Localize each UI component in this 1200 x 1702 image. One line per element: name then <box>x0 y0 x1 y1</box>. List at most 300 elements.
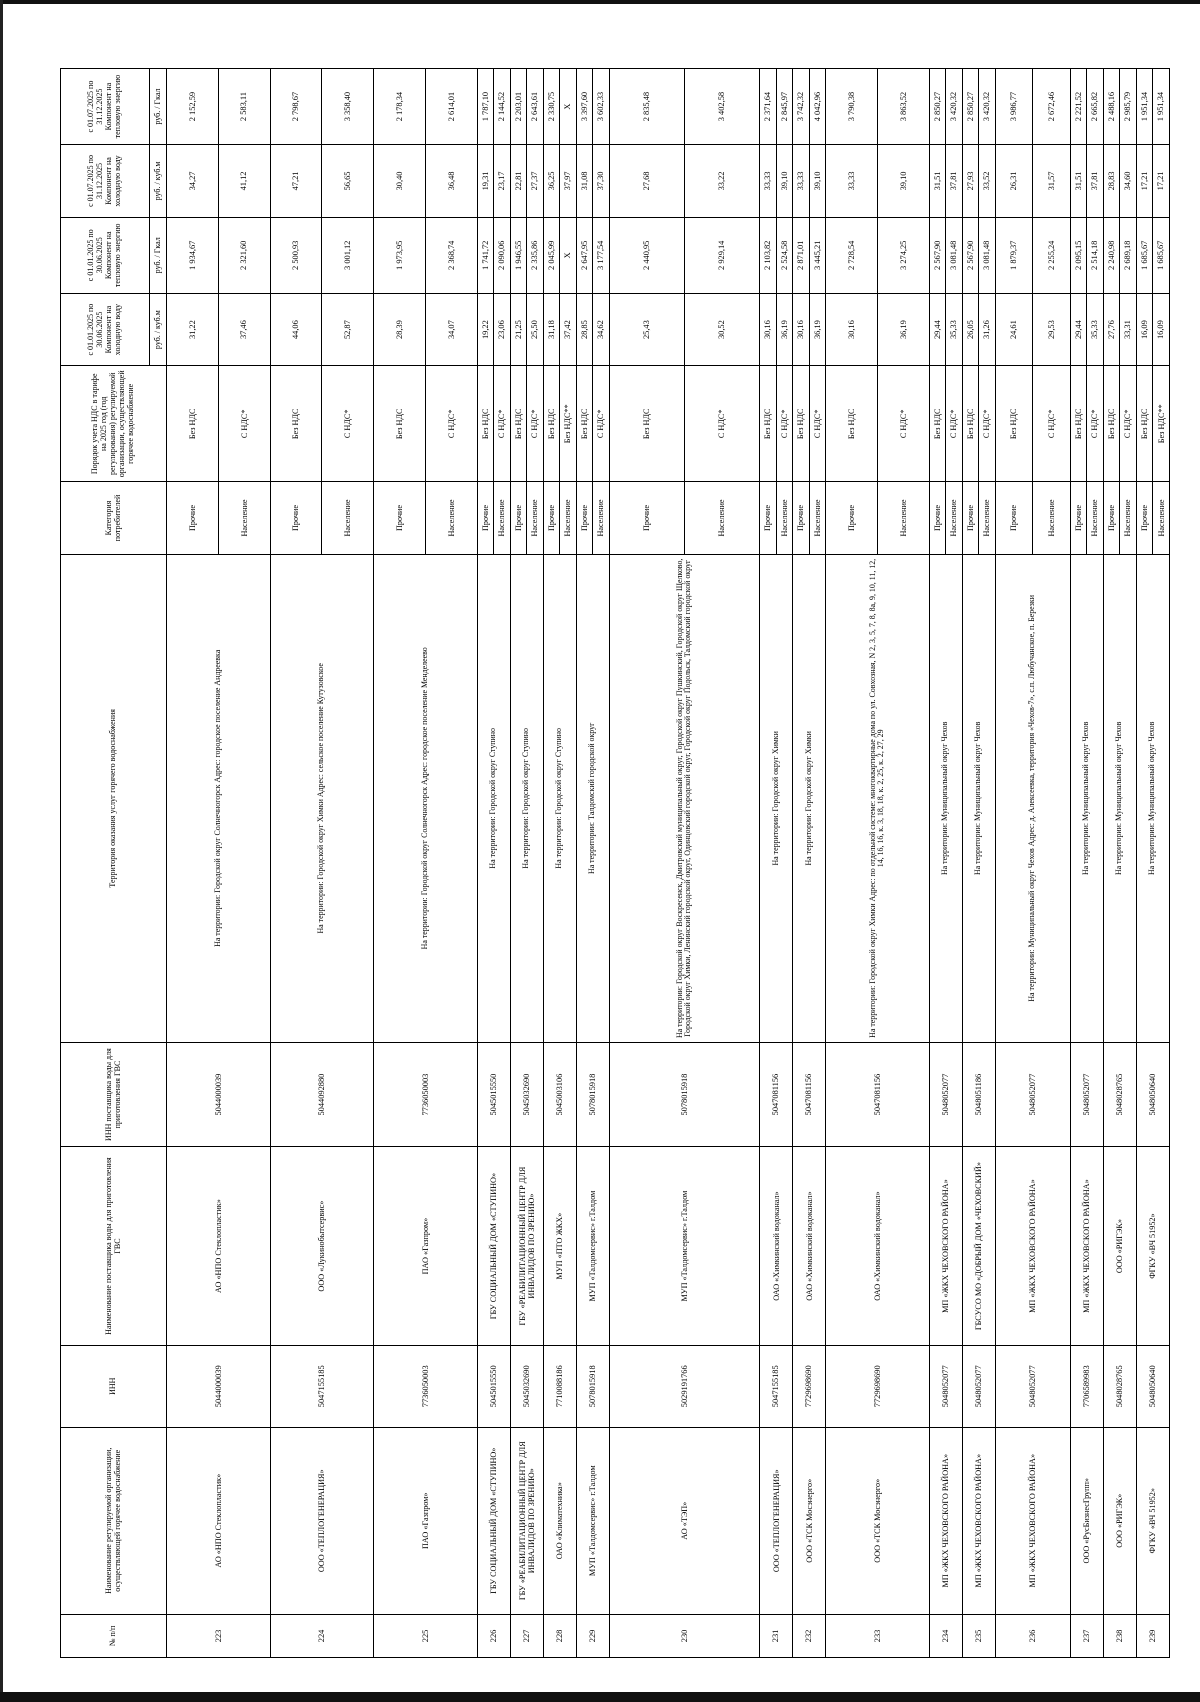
consumer-category: Население <box>684 482 759 555</box>
org-inn: 7729698690 <box>793 1345 826 1427</box>
consumer-category: Население <box>593 482 609 555</box>
p1-cold-value: 37,42 <box>560 293 576 366</box>
supplier-name: МУП «Талдомсервис» г.Талдом <box>576 1147 609 1346</box>
vat-order: С НДС* <box>425 366 477 482</box>
p2-cold-value: 17,21 <box>1153 145 1170 218</box>
supplier-name: ФГКУ «ВЧ 51952» <box>1136 1147 1169 1346</box>
row-num: 237 <box>1070 1614 1103 1657</box>
p2-cold-value: 34,27 <box>167 145 219 218</box>
vat-order: Без НДС <box>477 366 493 482</box>
p1-heat-value: 2 440,95 <box>609 217 684 293</box>
org-inn: 7706589983 <box>1070 1345 1103 1427</box>
p2-heat-value: 1 951,34 <box>1136 69 1152 145</box>
territory: На территории: Муниципальный округ Чехов <box>929 554 962 1042</box>
p2-cold-value: 39,10 <box>776 145 792 218</box>
org-inn: 5048052077 <box>929 1345 962 1427</box>
p2-cold-value: 33,52 <box>979 145 995 218</box>
scan-edge-bottom <box>0 1692 1200 1702</box>
p1-heat-value: 1 973,95 <box>374 217 426 293</box>
vat-order: С НДС* <box>322 366 374 482</box>
territory: На территории: Городской округ Солнечногорск Адрес: городское поселение Менделеево <box>374 554 478 1042</box>
vat-order: Без НДС <box>167 366 219 482</box>
p2-heat-value: 2 835,48 <box>609 69 684 145</box>
table-row <box>1070 69 1086 1658</box>
p2-heat-value: 2 614,01 <box>425 69 477 145</box>
header-num: № п/п <box>61 1614 167 1657</box>
territory: На территории: Муниципальный округ Чехов <box>1136 554 1169 1042</box>
consumer-category: Население <box>776 482 792 555</box>
tariff-table <box>60 68 1170 1658</box>
header-supplier-inn: ИНН поставщика воды для приготовления ГВС <box>61 1042 167 1146</box>
org-name: ООО «РИГЭК» <box>1103 1427 1136 1614</box>
supplier-name: ООО «Лукинобытсервис» <box>270 1147 374 1346</box>
org-inn: 5044000039 <box>167 1345 271 1427</box>
p2-cold-value: 39,10 <box>809 145 825 218</box>
p1-heat-value: 2 090,06 <box>494 217 510 293</box>
p1-cold-value: 31,18 <box>543 293 559 366</box>
p1-heat-value: 1 685,67 <box>1153 217 1170 293</box>
vat-order: С НДС* <box>593 366 609 482</box>
consumer-category: Прочие <box>576 482 592 555</box>
p2-heat-value: 2 488,16 <box>1103 69 1119 145</box>
consumer-category: Население <box>1087 482 1103 555</box>
consumer-category: Население <box>809 482 825 555</box>
consumer-category: Население <box>494 482 510 555</box>
supplier-inn: 5048050640 <box>1136 1042 1169 1146</box>
p2-cold-value: 33,22 <box>684 145 759 218</box>
consumer-category: Прочие <box>760 482 776 555</box>
table-row <box>995 69 1033 1658</box>
p1-heat-value: 3 081,48 <box>946 217 962 293</box>
consumer-category: Население <box>946 482 962 555</box>
p2-cold-value: 28,83 <box>1103 145 1119 218</box>
p1-heat-value: 2 240,98 <box>1103 217 1119 293</box>
p2-heat-value: 3 358,40 <box>322 69 374 145</box>
p2-heat-value: 2 221,52 <box>1070 69 1086 145</box>
p1-heat-value: 2 567,90 <box>929 217 945 293</box>
p2-cold-value: 27,68 <box>609 145 684 218</box>
territory: На территории: Городской округ Химки Адрес: по отдельной системе: многоквартирные дома по ул. Совхозная, N 2, 3, 5, 7, 8, 8а, 9, 10, 11, 12, 14, 16, 16, к. 3, 18, 18, к. 2, 25, к. 2, 27, 29 <box>826 554 930 1042</box>
p1-cold-value: 28,85 <box>576 293 592 366</box>
row-num: 230 <box>609 1614 760 1657</box>
p2-heat-value: 2 985,79 <box>1120 69 1136 145</box>
p1-cold-value: 31,26 <box>979 293 995 366</box>
vat-order: Без НДС <box>929 366 945 482</box>
org-name: МП «ЖКХ ЧЕХОВСКОГО РАЙОНА» <box>995 1427 1070 1614</box>
consumer-category: Прочие <box>609 482 684 555</box>
org-inn: 5048028765 <box>1103 1345 1136 1427</box>
header-org-name: Наименование регулируемой организации, осуществляющей горячее водоснабжение <box>61 1427 167 1614</box>
consumer-category: Прочие <box>167 482 219 555</box>
p1-heat-value: 2 871,01 <box>793 217 809 293</box>
supplier-inn: 5045032690 <box>510 1042 543 1146</box>
p2-cold-value: 37,81 <box>1087 145 1103 218</box>
p2-cold-value: 34,60 <box>1120 145 1136 218</box>
table-row <box>1136 69 1152 1658</box>
supplier-inn: 5048052077 <box>995 1042 1070 1146</box>
consumer-category: Прочие <box>995 482 1033 555</box>
p1-cold-value: 34,62 <box>593 293 609 366</box>
table-row <box>962 69 978 1658</box>
p2-cold-value: 31,51 <box>929 145 945 218</box>
table-body <box>167 69 1170 1658</box>
supplier-name: ОАО «Химкинский водоканал» <box>793 1147 826 1346</box>
p1-heat-value: 2 095,15 <box>1070 217 1086 293</box>
table-row <box>576 69 592 1658</box>
consumer-category: Население <box>877 482 929 555</box>
row-num: 231 <box>760 1614 793 1657</box>
territory: На территории: Городской округ Ступино <box>543 554 576 1042</box>
vat-order: С НДС* <box>527 366 543 482</box>
p2-heat-value: 3 790,38 <box>826 69 878 145</box>
consumer-category: Население <box>218 482 270 555</box>
p1-heat-value: Х <box>560 217 576 293</box>
p2-cold-value: 39,10 <box>877 145 929 218</box>
p1-cold-value: 33,31 <box>1120 293 1136 366</box>
vat-order: Без НДС** <box>1153 366 1170 482</box>
p1-cold-value: 26,05 <box>962 293 978 366</box>
supplier-name: ООО «РИГЭК» <box>1103 1147 1136 1346</box>
p1-cold-value: 24,61 <box>995 293 1033 366</box>
vat-order: С НДС* <box>1120 366 1136 482</box>
org-name: ООО «ТЕПЛОГЕНЕРАЦИЯ» <box>270 1427 374 1614</box>
consumer-category: Прочие <box>543 482 559 555</box>
p2-cold-value: 37,97 <box>560 145 576 218</box>
p2-cold-value: 27,37 <box>527 145 543 218</box>
p1-cold-value: 35,33 <box>1087 293 1103 366</box>
header-category: Категория потребителей <box>61 482 167 555</box>
p2-heat-value: 2 665,82 <box>1087 69 1103 145</box>
p1-heat-value: 3 001,12 <box>322 217 374 293</box>
p2-cold-value: 47,21 <box>270 145 322 218</box>
header-vat-order: Порядок учета НДС в тарифе на 2025 год (год регулирования) регулируемой организации, осуществляющей горячее водоснабжение <box>61 366 167 482</box>
vat-order: С НДС* <box>218 366 270 482</box>
territory: На территории: Городской округ Солнечногорск Адрес: городское поселение Андреевка <box>167 554 271 1042</box>
supplier-inn: 5047081156 <box>760 1042 793 1146</box>
p2-cold-value: 31,08 <box>576 145 592 218</box>
vat-order: Без НДС <box>609 366 684 482</box>
consumer-category: Население <box>527 482 543 555</box>
p2-heat-value: 2 583,11 <box>218 69 270 145</box>
supplier-name: МП «ЖКХ ЧЕХОВСКОГО РАЙОНА» <box>1070 1147 1103 1346</box>
p1-heat-value: 2 500,93 <box>270 217 322 293</box>
consumer-category: Прочие <box>1136 482 1152 555</box>
p2-heat-value: 4 042,96 <box>809 69 825 145</box>
supplier-inn: 5078015918 <box>609 1042 760 1146</box>
territory: На территории: Муниципальный округ Чехов <box>1103 554 1136 1042</box>
territory: На территории: Городской округ Химки <box>793 554 826 1042</box>
unit-p2-heat: руб. / Гкал <box>150 69 167 145</box>
p2-cold-value: 22,81 <box>510 145 526 218</box>
consumer-category: Население <box>1120 482 1136 555</box>
consumer-category: Население <box>1033 482 1071 555</box>
vat-order: Без НДС <box>793 366 809 482</box>
supplier-name: МП «ЖКХ ЧЕХОВСКОГО РАЙОНА» <box>929 1147 962 1346</box>
consumer-category: Прочие <box>826 482 878 555</box>
consumer-category: Прочие <box>1103 482 1119 555</box>
consumer-category: Население <box>425 482 477 555</box>
p2-cold-value: 36,48 <box>425 145 477 218</box>
org-name: АО «ТЭП» <box>609 1427 760 1614</box>
p2-cold-value: 17,21 <box>1136 145 1152 218</box>
unit-p1-heat: руб. / Гкал <box>150 217 167 293</box>
territory: На территории: Городской округ Ступино <box>510 554 543 1042</box>
p2-heat-value: 3 420,32 <box>979 69 995 145</box>
territory: На территории: Талдомский городской округ <box>576 554 609 1042</box>
header-p2-heat: с 01.07.2025 по 31.12.2025 Компонент на тепловую энергию <box>61 69 150 145</box>
p2-cold-value: 30,40 <box>374 145 426 218</box>
p1-heat-value: 2 335,86 <box>527 217 543 293</box>
p2-cold-value: 37,81 <box>946 145 962 218</box>
table-row <box>929 69 945 1658</box>
supplier-inn: 5047081156 <box>826 1042 930 1146</box>
p1-cold-value: 25,43 <box>609 293 684 366</box>
header-territory: Территория оказания услуг горячего водоснабжения <box>61 554 167 1042</box>
p1-cold-value: 16,09 <box>1153 293 1170 366</box>
row-num: 229 <box>576 1614 609 1657</box>
supplier-name: ГБУ СОЦИАЛЬНЫЙ ДОМ «СТУПИНО» <box>477 1147 510 1346</box>
vat-order: Без НДС <box>543 366 559 482</box>
org-inn: 5078015918 <box>576 1345 609 1427</box>
row-num: 226 <box>477 1614 510 1657</box>
vat-order: С НДС* <box>946 366 962 482</box>
org-inn: 5047155185 <box>760 1345 793 1427</box>
org-name: МП «ЖКХ ЧЕХОВСКОГО РАЙОНА» <box>929 1427 962 1614</box>
org-name: ПАО «Газпром» <box>374 1427 478 1614</box>
p2-cold-value: 33,33 <box>760 145 776 218</box>
p2-heat-value: 1 787,10 <box>477 69 493 145</box>
supplier-inn: 5047081156 <box>793 1042 826 1146</box>
vat-order: С НДС* <box>776 366 792 482</box>
consumer-category: Прочие <box>477 482 493 555</box>
p2-heat-value: 2 178,34 <box>374 69 426 145</box>
vat-order: С НДС* <box>684 366 759 482</box>
scan-edge-top <box>0 0 1200 4</box>
vat-order: Без НДС <box>1070 366 1086 482</box>
org-name: МП «ЖКХ ЧЕХОВСКОГО РАЙОНА» <box>962 1427 995 1614</box>
header-inn: ИНН <box>61 1345 167 1427</box>
header-supplier-name: Наименование поставщика воды для приготовления ГВС <box>61 1147 167 1346</box>
p2-heat-value: 3 402,58 <box>684 69 759 145</box>
vat-order: С НДС* <box>877 366 929 482</box>
vat-order: С НДС* <box>809 366 825 482</box>
supplier-inn: 5044000039 <box>167 1042 271 1146</box>
p2-heat-value: 2 203,01 <box>510 69 526 145</box>
vat-order: С НДС* <box>494 366 510 482</box>
p2-heat-value: Х <box>560 69 576 145</box>
scan-edge-left <box>0 0 3 1702</box>
supplier-inn: 7736050003 <box>374 1042 478 1146</box>
table-row <box>543 69 559 1658</box>
p1-cold-value: 36,19 <box>809 293 825 366</box>
consumer-category: Население <box>322 482 374 555</box>
p1-heat-value: 3 274,25 <box>877 217 929 293</box>
row-num: 225 <box>374 1614 478 1657</box>
p1-cold-value: 27,76 <box>1103 293 1119 366</box>
vat-order: Без НДС <box>1136 366 1152 482</box>
org-name: ООО «ТСК Мосэнерго» <box>826 1427 930 1614</box>
supplier-name: МП «ЖКХ ЧЕХОВСКОГО РАЙОНА» <box>995 1147 1070 1346</box>
rotated-tariff-page <box>60 68 1170 1658</box>
p2-heat-value: 3 602,33 <box>593 69 609 145</box>
supplier-name: МУП «ПТО ЖКХ» <box>543 1147 576 1346</box>
header-p2-cold: с 01.07.2025 по 31.12.2025 Компонент на холодную воду <box>61 145 150 218</box>
row-num: 232 <box>793 1614 826 1657</box>
supplier-inn: 5044092880 <box>270 1042 374 1146</box>
p2-cold-value: 19,31 <box>477 145 493 218</box>
p1-cold-value: 28,39 <box>374 293 426 366</box>
p2-heat-value: 2 152,59 <box>167 69 219 145</box>
org-inn: 5029191766 <box>609 1345 760 1427</box>
p1-cold-value: 34,07 <box>425 293 477 366</box>
p1-heat-value: 2 524,58 <box>776 217 792 293</box>
vat-order: Без НДС <box>1103 366 1119 482</box>
consumer-category: Прочие <box>962 482 978 555</box>
org-inn: 5045032690 <box>510 1345 543 1427</box>
p1-heat-value: 2 689,18 <box>1120 217 1136 293</box>
table-row <box>1103 69 1119 1658</box>
p2-cold-value: 36,25 <box>543 145 559 218</box>
supplier-name: ПАО «Газпром» <box>374 1147 478 1346</box>
supplier-inn: 5048052077 <box>1070 1042 1103 1146</box>
p1-cold-value: 30,16 <box>793 293 809 366</box>
row-num: 224 <box>270 1614 374 1657</box>
p1-heat-value: 3 177,54 <box>593 217 609 293</box>
row-num: 238 <box>1103 1614 1136 1657</box>
p1-heat-value: 2 045,99 <box>543 217 559 293</box>
p2-cold-value: 27,93 <box>962 145 978 218</box>
supplier-inn: 5078015918 <box>576 1042 609 1146</box>
p1-cold-value: 30,52 <box>684 293 759 366</box>
vat-order: Без НДС <box>510 366 526 482</box>
p2-cold-value: 26,31 <box>995 145 1033 218</box>
org-inn: 5048052077 <box>995 1345 1070 1427</box>
consumer-category: Население <box>560 482 576 555</box>
table-row <box>826 69 878 1658</box>
p1-heat-value: 2 728,54 <box>826 217 878 293</box>
consumer-category: Прочие <box>793 482 809 555</box>
p1-cold-value: 36,19 <box>776 293 792 366</box>
vat-order: Без НДС <box>374 366 426 482</box>
vat-order: С НДС* <box>979 366 995 482</box>
supplier-name: ГБУ «РЕАБИЛИТАЦИОННЫЙ ЦЕНТР ДЛЯ ИНВАЛИДОВ ПО ЗРЕНИЮ» <box>510 1147 543 1346</box>
row-num: 236 <box>995 1614 1070 1657</box>
p1-heat-value: 1 934,67 <box>167 217 219 293</box>
p1-cold-value: 31,22 <box>167 293 219 366</box>
unit-p2-cold: руб. / куб.м <box>150 145 167 218</box>
p1-cold-value: 30,16 <box>826 293 878 366</box>
org-name: АО «НПО Стеклопластик» <box>167 1427 271 1614</box>
org-inn: 7736050003 <box>374 1345 478 1427</box>
p1-heat-value: 2 321,60 <box>218 217 270 293</box>
row-num: 228 <box>543 1614 576 1657</box>
row-num: 227 <box>510 1614 543 1657</box>
org-inn: 5048052077 <box>962 1345 995 1427</box>
p1-cold-value: 23,06 <box>494 293 510 366</box>
table-row <box>270 69 322 1658</box>
p1-heat-value: 1 879,37 <box>995 217 1033 293</box>
consumer-category: Прочие <box>270 482 322 555</box>
p2-heat-value: 3 742,32 <box>793 69 809 145</box>
p1-cold-value: 30,16 <box>760 293 776 366</box>
vat-order: Без НДС <box>826 366 878 482</box>
supplier-inn: 5045015550 <box>477 1042 510 1146</box>
p2-heat-value: 2 672,46 <box>1033 69 1071 145</box>
p1-heat-value: 2 103,82 <box>760 217 776 293</box>
p2-heat-value: 3 397,60 <box>576 69 592 145</box>
org-inn: 5047155185 <box>270 1345 374 1427</box>
vat-order: Без НДС <box>270 366 322 482</box>
p1-heat-value: 2 647,95 <box>576 217 592 293</box>
p1-cold-value: 29,53 <box>1033 293 1071 366</box>
p1-cold-value: 35,33 <box>946 293 962 366</box>
p2-heat-value: 2 371,64 <box>760 69 776 145</box>
p1-cold-value: 52,87 <box>322 293 374 366</box>
p2-cold-value: 37,30 <box>593 145 609 218</box>
p2-heat-value: 2 845,97 <box>776 69 792 145</box>
row-num: 239 <box>1136 1614 1169 1657</box>
supplier-name: ОАО «Химкинский водоканал» <box>826 1147 930 1346</box>
territory: На территории: Городской округ Ступино <box>477 554 510 1042</box>
org-inn: 5045015550 <box>477 1345 510 1427</box>
supplier-inn: 5048051186 <box>962 1042 995 1146</box>
header-row <box>61 69 150 1658</box>
supplier-inn: 5048028765 <box>1103 1042 1136 1146</box>
p2-cold-value: 56,65 <box>322 145 374 218</box>
table-row <box>477 69 493 1658</box>
vat-order: Без НДС <box>576 366 592 482</box>
p1-cold-value: 19,22 <box>477 293 493 366</box>
vat-order: Без НДС <box>995 366 1033 482</box>
territory: На территории: Городской округ Химки Адрес: сельское поселение Кутузовское <box>270 554 374 1042</box>
p1-heat-value: 2 368,74 <box>425 217 477 293</box>
p2-heat-value: 2 850,27 <box>929 69 945 145</box>
org-inn: 7729698690 <box>826 1345 930 1427</box>
table-row <box>793 69 809 1658</box>
p2-cold-value: 31,57 <box>1033 145 1071 218</box>
consumer-category: Прочие <box>1070 482 1086 555</box>
vat-order: Без НДС <box>962 366 978 482</box>
p1-heat-value: 3 081,48 <box>979 217 995 293</box>
table-row <box>760 69 776 1658</box>
p2-cold-value: 33,33 <box>793 145 809 218</box>
territory: На территории: Муниципальный округ Чехов <box>1070 554 1103 1042</box>
territory: На территории: Городской округ Воскресенск, Дмитровский муниципальный округ, Городской округ Пушкинский, Городской округ Щелково, Городской округ Химки, Ленинский городской округ, Одинцовский городской округ, Городской округ Подольск, Талдомский городской округ <box>609 554 760 1042</box>
org-name: МУП «Талдомсервис» г.Талдом <box>576 1427 609 1614</box>
org-name: ГБУ СОЦИАЛЬНЫЙ ДОМ «СТУПИНО» <box>477 1427 510 1614</box>
p1-heat-value: 2 567,90 <box>962 217 978 293</box>
vat-order: Без НДС** <box>560 366 576 482</box>
vat-order: Без НДС <box>760 366 776 482</box>
p2-heat-value: 3 863,52 <box>877 69 929 145</box>
territory: На территории: Городской округ Химки <box>760 554 793 1042</box>
unit-p1-cold: руб. / куб.м <box>150 293 167 366</box>
row-num: 234 <box>929 1614 962 1657</box>
org-name: ООО «ТЕПЛОГЕНЕРАЦИЯ» <box>760 1427 793 1614</box>
p2-heat-value: 2 798,67 <box>270 69 322 145</box>
p2-cold-value: 23,17 <box>494 145 510 218</box>
p2-cold-value: 31,51 <box>1070 145 1086 218</box>
p2-heat-value: 2 850,27 <box>962 69 978 145</box>
p1-cold-value: 29,44 <box>929 293 945 366</box>
p2-heat-value: 3 986,77 <box>995 69 1033 145</box>
org-name: ФГКУ «ВЧ 51952» <box>1136 1427 1169 1614</box>
p1-heat-value: 2 514,18 <box>1087 217 1103 293</box>
consumer-category: Прочие <box>374 482 426 555</box>
org-inn: 5048050640 <box>1136 1345 1169 1427</box>
p1-cold-value: 25,50 <box>527 293 543 366</box>
p1-heat-value: 1 946,55 <box>510 217 526 293</box>
